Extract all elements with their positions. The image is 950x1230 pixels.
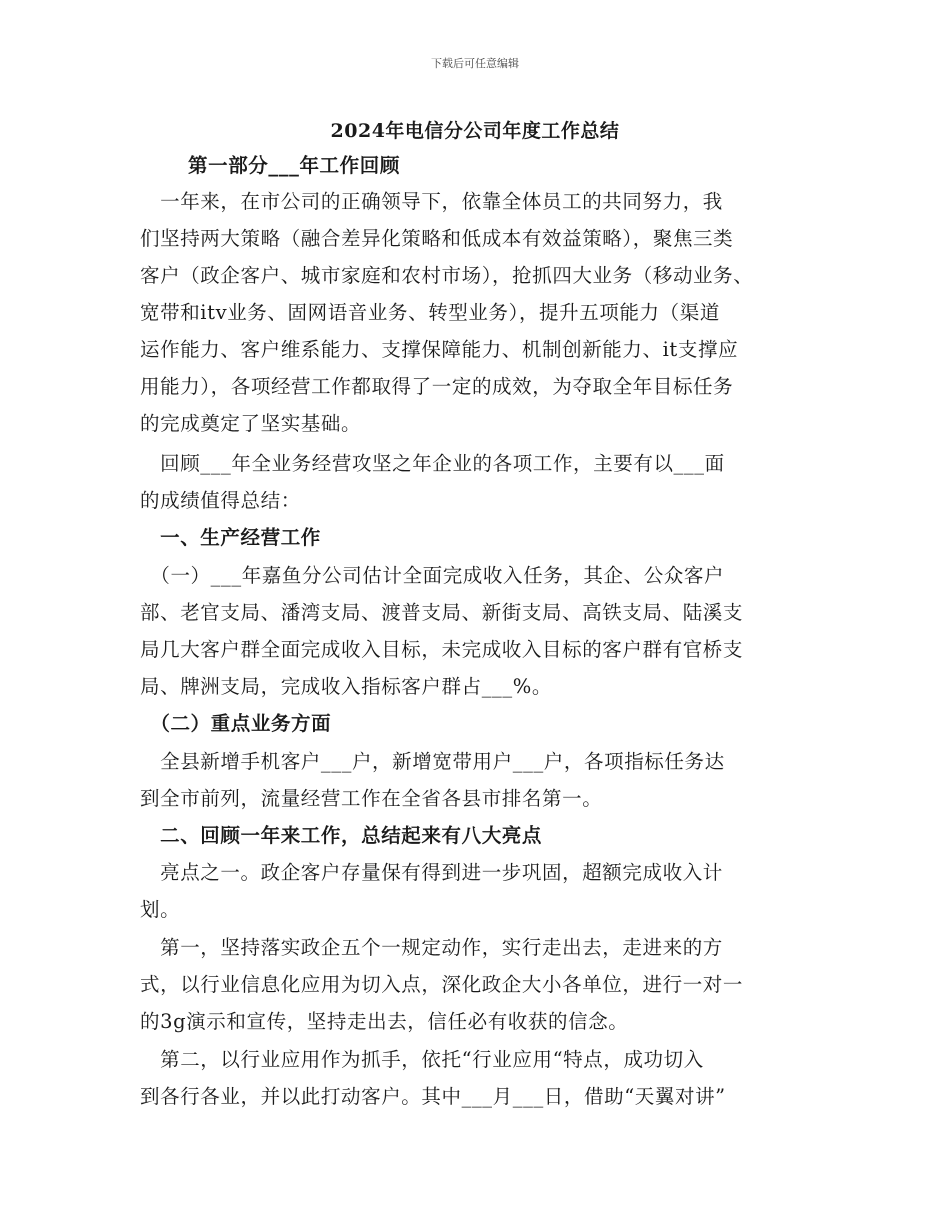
section-heading: 一、生产经营工作 (140, 526, 321, 549)
paragraph-line: 宽带和itv业务、固网语音业务、转型业务），提升五项能力（渠道 (140, 301, 720, 324)
paragraph-line: 划。 (140, 898, 181, 921)
paragraph-line: 们坚持两大策略（融合差异化策略和低成本有效益策略），聚焦三类 (140, 227, 734, 250)
paragraph-line: 第二，以行业应用作为抓手，依托“行业应用“特点，成功切入 (140, 1048, 704, 1071)
paragraph-line: 的完成奠定了坚实基础。 (140, 412, 362, 435)
section-heading: （二）重点业务方面 (140, 712, 332, 735)
paragraph-line: （一）___年嘉鱼分公司估计全面完成收入任务，其企、公众客户 (140, 564, 725, 587)
paragraph-line: 到各行各业，并以此打动客户。其中___月___日，借助“天翼对讲” (140, 1085, 726, 1108)
paragraph-line: 的3g演示和宣传，坚持走出去，信任必有收获的信念。 (140, 1010, 629, 1033)
header-note: 下载后可任意编辑 (431, 57, 519, 70)
paragraph-line: 运作能力、客户维系能力、支撑保障能力、机制创新能力、it支撑应 (140, 338, 739, 361)
paragraph-line: 用能力），各项经营工作都取得了一定的成效，为夺取全年目标任务 (140, 375, 734, 398)
paragraph-line: 第一，坚持落实政企五个一规定动作，实行走出去，走进来的方 (140, 936, 723, 959)
section-heading: 第一部分___年工作回顾 (188, 154, 400, 177)
paragraph-line: 局、牌洲支局，完成收入指标客户群占___%。 (140, 675, 552, 698)
document-title: 2024年电信分公司年度工作总结 (330, 120, 620, 142)
paragraph-line: 部、老官支局、潘湾支局、渡普支局、新街支局、高铁支局、陆溪支 (140, 601, 744, 624)
paragraph-line: 客户（政企客户、城市家庭和农村市场），抢抓四大业务（移动业务、 (140, 264, 754, 287)
paragraph-line: 一年来，在市公司的正确领导下，依靠全体员工的共同努力，我 (140, 190, 723, 213)
paragraph-line: 的成绩值得总结： (140, 489, 301, 512)
paragraph-line: 到全市前列，流量经营工作在全省各县市排名第一。 (140, 787, 603, 810)
paragraph-line: 亮点之一。政企客户存量保有得到进一步巩固，超额完成收入计 (140, 861, 723, 884)
paragraph-line: 式，以行业信息化应用为切入点，深化政企大小各单位，进行一对一 (140, 973, 744, 996)
paragraph-line: 局几大客户群全面完成收入目标，未完成收入目标的客户群有官桥支 (140, 638, 744, 661)
paragraph-line: 回顾___年全业务经营攻坚之年企业的各项工作，主要有以___面 (140, 452, 725, 475)
paragraph-line: 全县新增手机客户___户，新增宽带用户___户，各项指标任务达 (140, 750, 725, 773)
section-heading: 二、回顾一年来工作，总结起来有八大亮点 (140, 824, 543, 847)
